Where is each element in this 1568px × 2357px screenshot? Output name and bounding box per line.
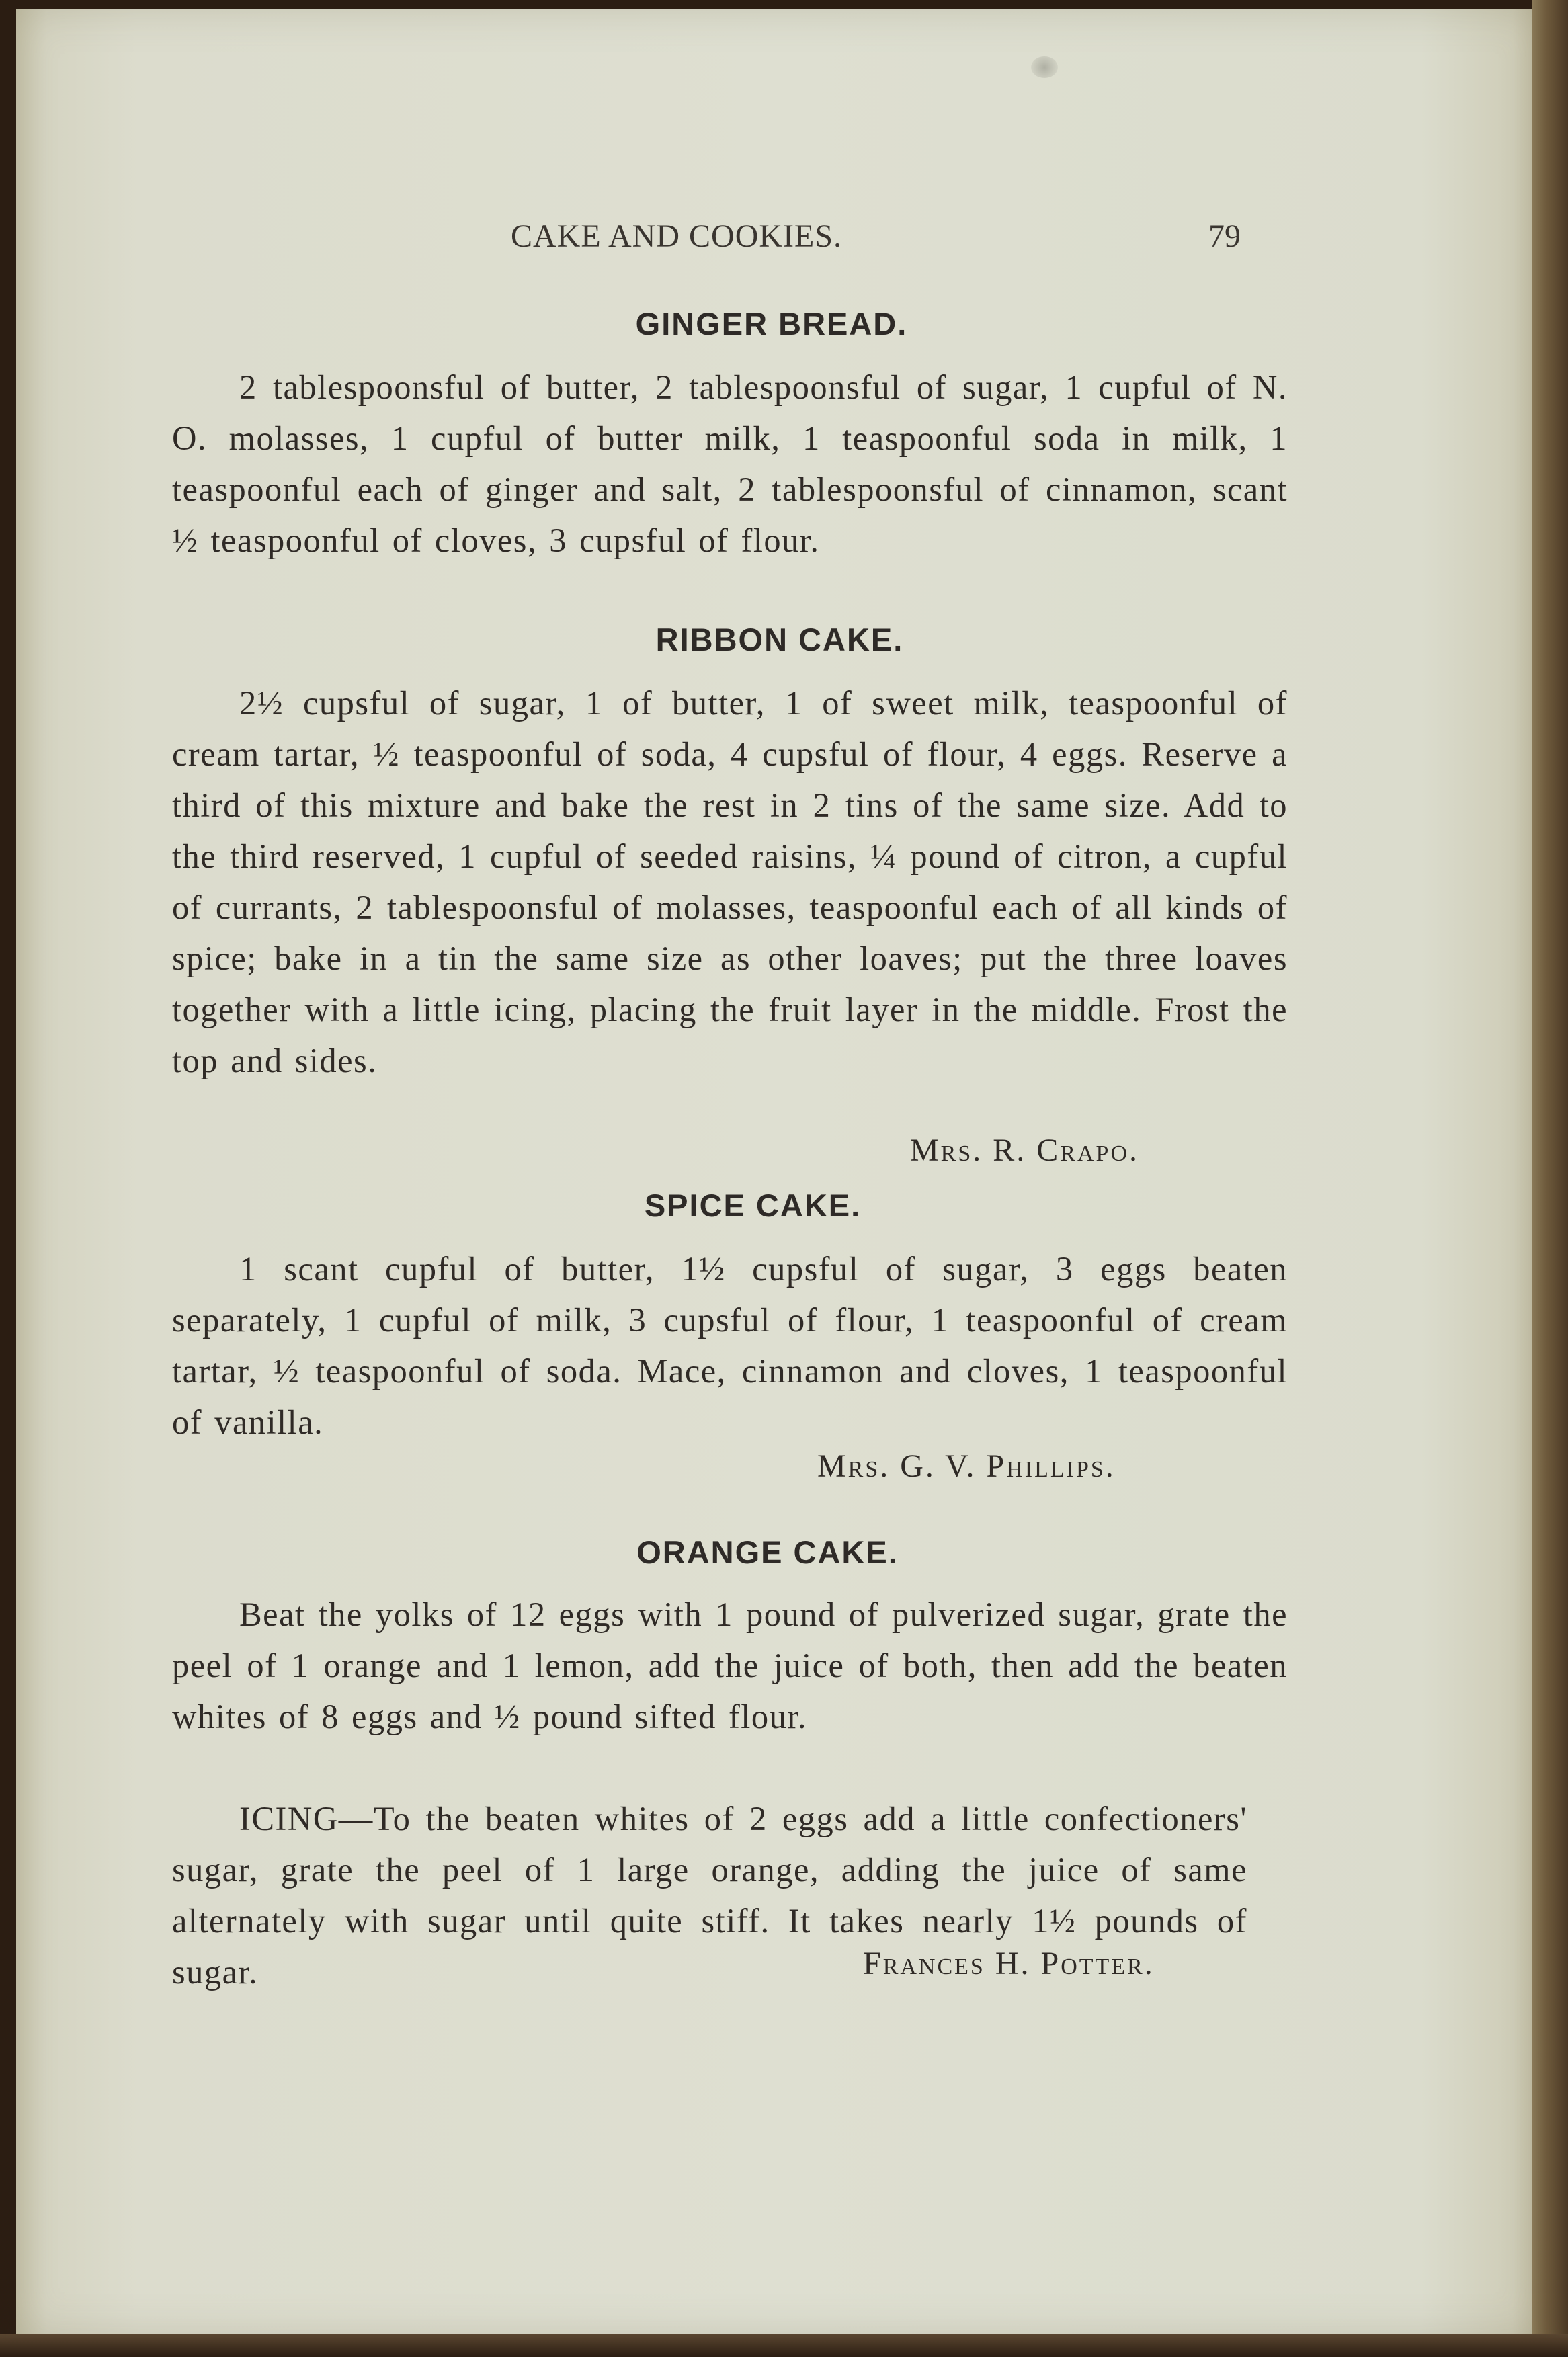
recipe-text-orange-cake: Beat the yolks of 12 eggs with 1 pound of pulverized sugar, grate the peel of 1 orange and 1 lemon, add the juice of both, then add the beaten whites of 8 eggs and ½ pound sifted flour. xyxy=(172,1596,1288,1735)
recipe-title-ginger-bread: GINGER BREAD. xyxy=(635,306,908,341)
running-title: CAKE AND COOKIES. xyxy=(511,218,843,254)
recipe-text-spice-cake: 1 scant cupful of butter, 1½ cupsful of sugar, 3 eggs beaten separately, 1 cupful of milk, 3 cupsful of flour, 1 teaspoonful of cream tartar, ½ teaspoonful of soda. Mace, cinnamon and cloves, 1 teaspoonful of vanilla. xyxy=(172,1250,1288,1441)
recipe-title-spice-cake: SPICE CAKE. xyxy=(644,1188,862,1223)
book-bottom-edge xyxy=(0,2334,1568,2357)
signature-orange-cake: Frances H. Potter. xyxy=(863,1946,1155,1981)
recipe-text-ginger-bread: 2 tablespoonsful of butter, 2 tablespoonsful of sugar, 1 cupful of N. O. molasses, 1 cupful of butter milk, 1 teaspoonful soda in milk, 1 teaspoonful each of ginger and salt, 2 tablespoonsful of cinnamon, scant ½ teaspoonful of cloves, 3 cupsful of flour. xyxy=(172,368,1288,559)
recipe-title-ribbon-cake: RIBBON CAKE. xyxy=(655,622,904,657)
recipe-text-ribbon-cake xyxy=(172,677,1288,1086)
recipe-text-ribbon-cake-body: 2½ cupsful of sugar, 1 of butter, 1 of sweet milk, teaspoonful of cream tartar, ½ teaspoonful of soda, 4 cupsful of flour, 4 eggs. Reserve a third of this mixture and bake the rest in 2 tins of the same size. Add to the third reserved, 1 cupful of seeded raisins, ¼ pound of citron, a cupful of currants, 2 tablespoonsful of molasses, teaspoonful each of all kinds of spice; bake in a tin the same size as other loaves; put the three loaves together with a little icing, placing the fruit layer in the middle. Frost the top and sides. xyxy=(172,684,1288,1079)
signature-spice-cake: Mrs. G. V. Phillips. xyxy=(817,1448,1116,1484)
signature-ribbon-cake: Mrs. R. Crapo. xyxy=(910,1132,1139,1168)
book-spine-edge xyxy=(1532,0,1568,2339)
recipe-text-orange-cake-icing: ICING—To the beaten whites of 2 eggs add a little confectioners' sugar, grate the peel of 1 large orange, adding the juice of same alternately with sugar until quite stiff. It takes nearly 1½ pounds of sugar. xyxy=(172,1800,1247,1991)
running-header xyxy=(16,218,1543,265)
paper-smudge xyxy=(1031,56,1058,78)
recipe-title-orange-cake: ORANGE CAKE. xyxy=(636,1534,899,1570)
book-page xyxy=(16,9,1543,2336)
page-number: 79 xyxy=(1208,218,1241,254)
